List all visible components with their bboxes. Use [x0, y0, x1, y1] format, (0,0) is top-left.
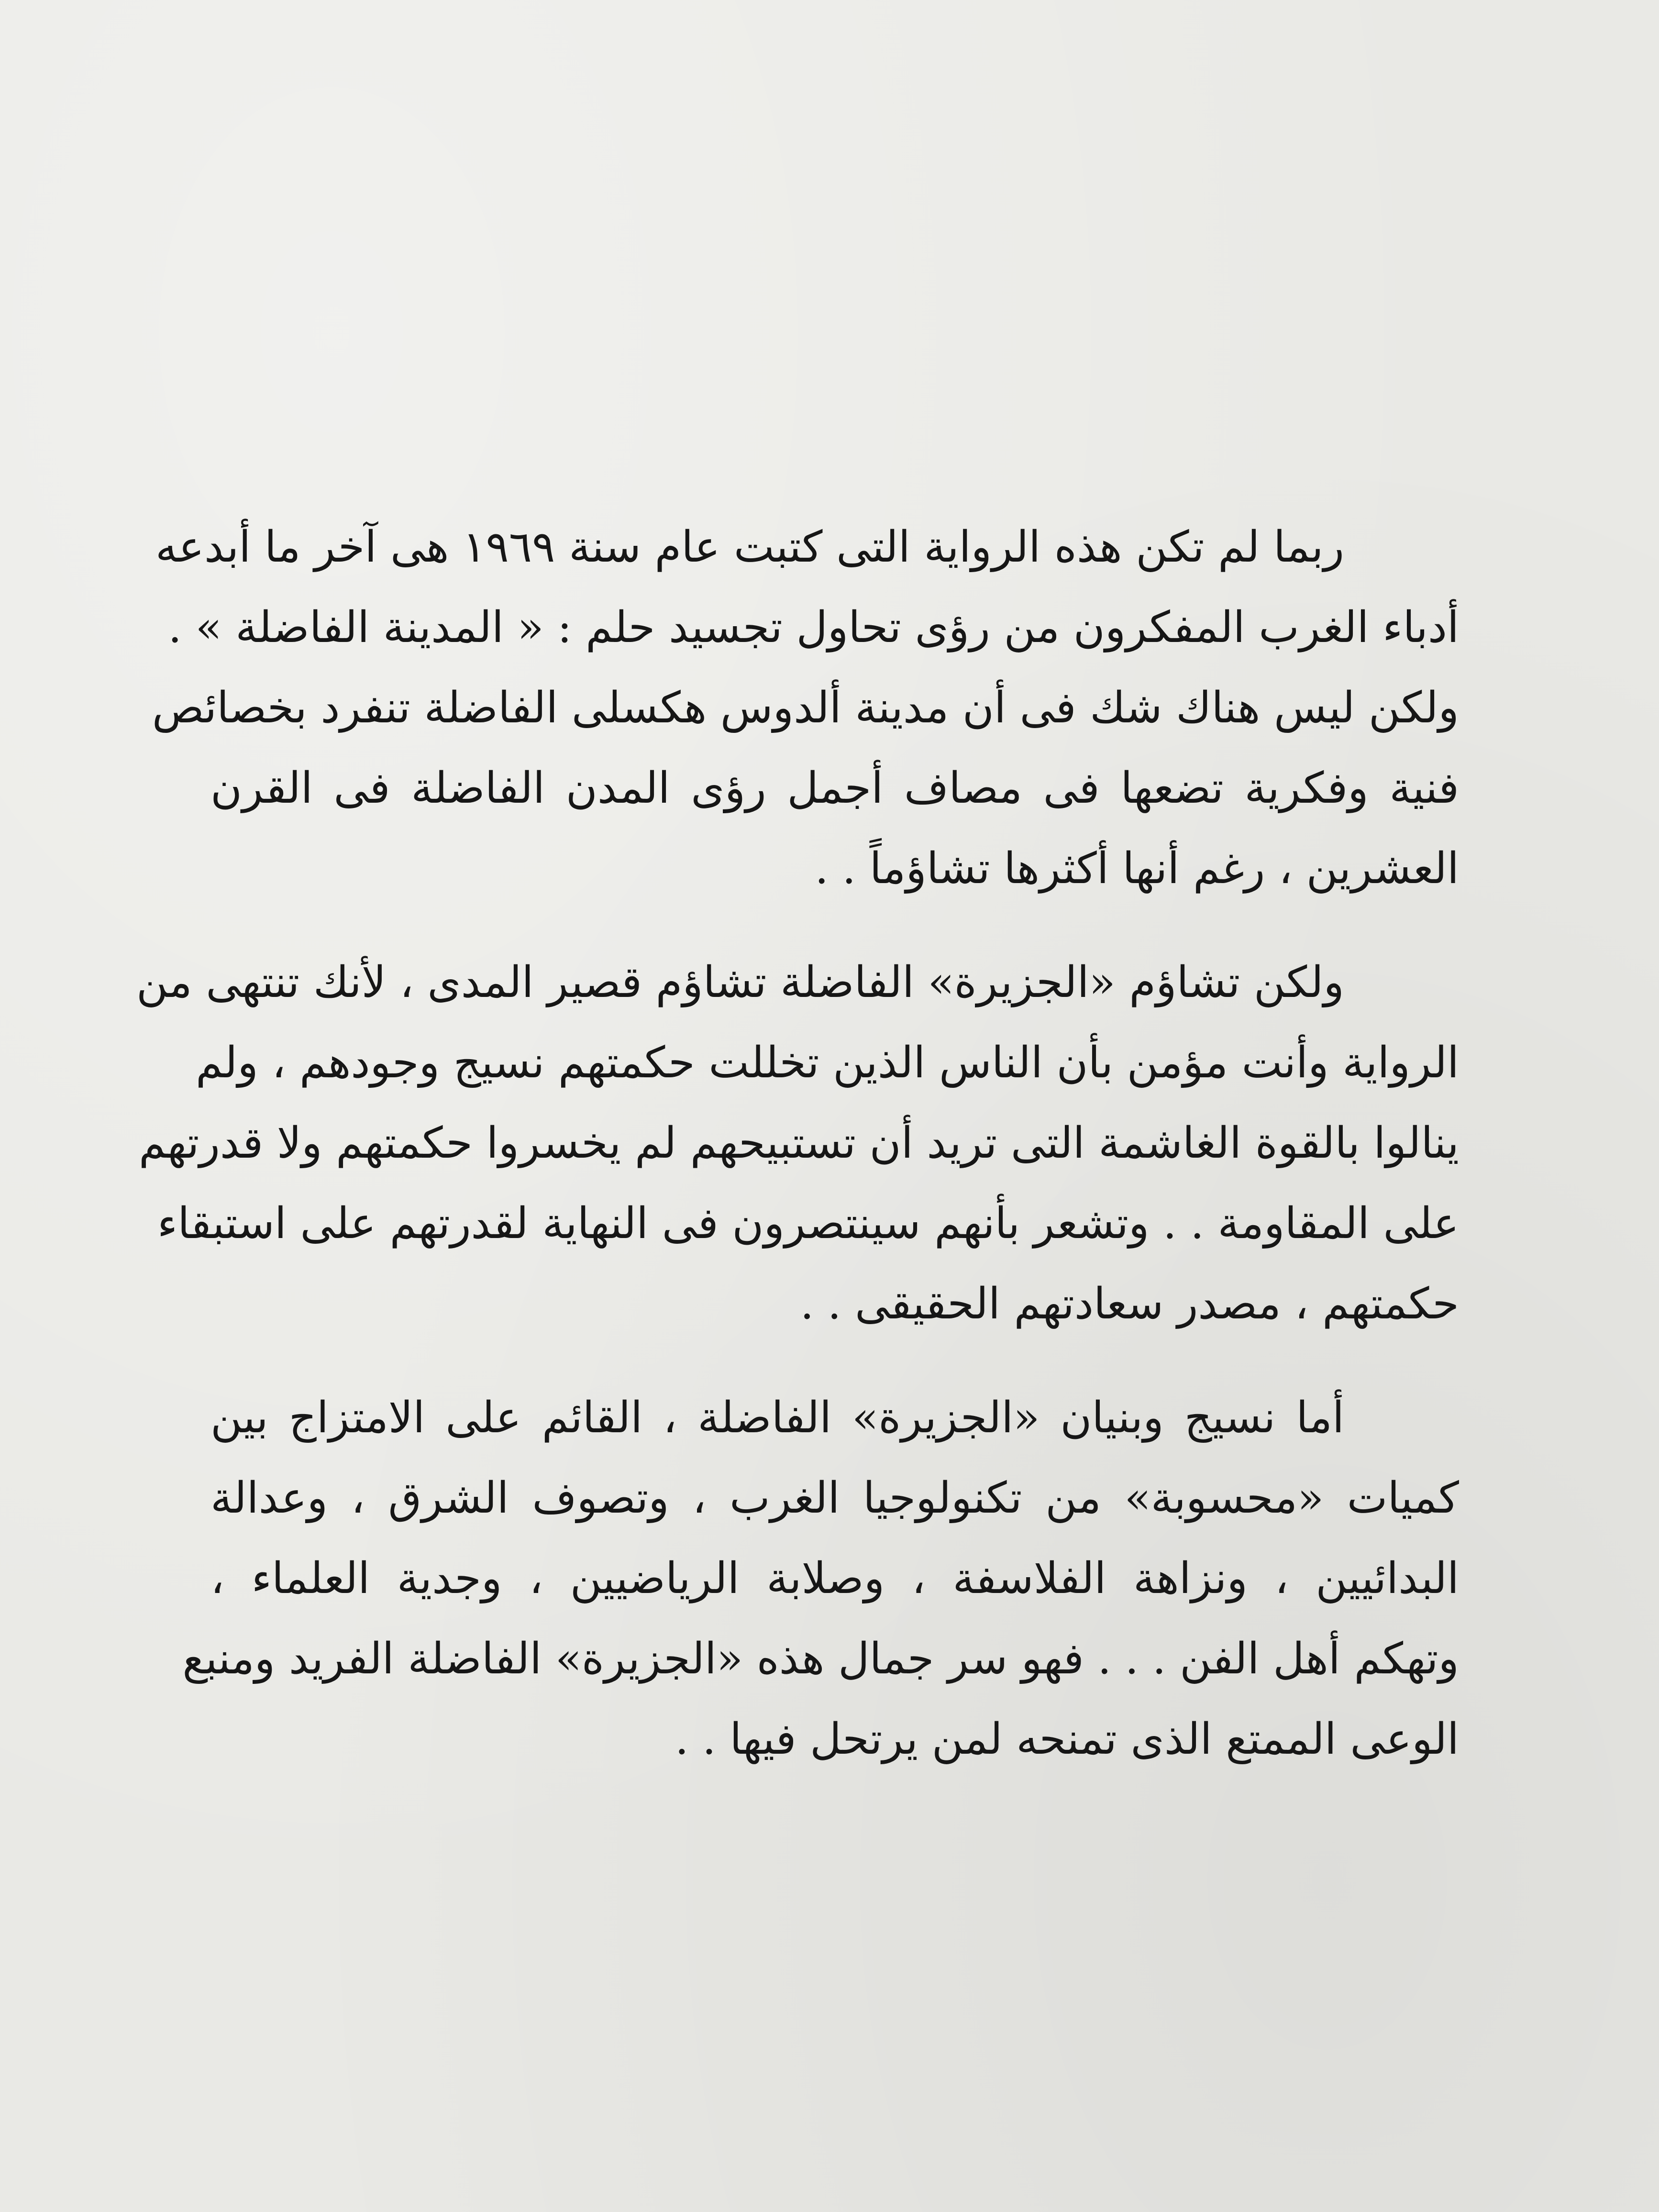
- text-line: ربما لم تكن هذه الرواية التى كتبت عام سنة ١٩٦٩ هى آخر ما أبدعه: [155, 522, 1344, 572]
- text-line: ولكن تشاؤم «الجزيرة» الفاضلة تشاؤم قصير المدى ، لأنك تنتهى من: [136, 957, 1344, 1007]
- text-line: أما نسيج وبنيان «الجزيرة» الفاضلة ، القائم على الامتزاج بين: [210, 1393, 1344, 1443]
- text-line: ينالوا بالقوة الغاشمة التى تريد أن تستبيحهم لم يخسروا حكمتهم ولا قدرتهم: [139, 1118, 1459, 1168]
- text-line: العشرين ، رغم أنها أكثرها تشاؤماً . .: [815, 843, 1459, 894]
- text-line: ولكن ليس هناك شك فى أن مدينة ألدوس هكسلى الفاضلة تنفرد بخصائص: [152, 683, 1459, 733]
- text-line: كميات «محسوبة» من تكنولوجيا الغرب ، وتصوف الشرق ، وعدالة: [210, 1473, 1459, 1523]
- text-line: الرواية وأنت مؤمن بأن الناس الذين تخللت حكمتهم نسيج وجودهم ، ولم: [196, 1038, 1459, 1088]
- text-line: البدائيين ، ونزاهة الفلاسفة ، وصلابة الرياضيين ، وجدية العلماء ،: [210, 1553, 1459, 1604]
- text-line: على المقاومة . . وتشعر بأنهم سينتصرون فى النهاية لقدرتهم على استبقاء: [157, 1198, 1459, 1249]
- page-body-text: [136, 507, 1459, 1813]
- text-line: وتهكم أهل الفن . . . فهو سر جمال هذه «الجزيرة» الفاضلة الفريد ومنبع: [182, 1634, 1459, 1684]
- paragraph-3: [182, 1378, 1459, 1780]
- text-line: حكمتهم ، مصدر سعادتهم الحقيقى . .: [800, 1279, 1459, 1329]
- paragraph-1: [152, 507, 1459, 909]
- text-line: الوعى الممتع الذى تمنحه لمن يرتحل فيها . .: [675, 1714, 1459, 1764]
- paragraph-2: [136, 942, 1459, 1344]
- text-line: فنية وفكرية تضعها فى مصاف أجمل رؤى المدن الفاضلة فى القرن: [210, 763, 1459, 813]
- text-line: أدباء الغرب المفكرون من رؤى تحاول تجسيد حلم : « المدينة الفاضلة » .: [168, 602, 1459, 653]
